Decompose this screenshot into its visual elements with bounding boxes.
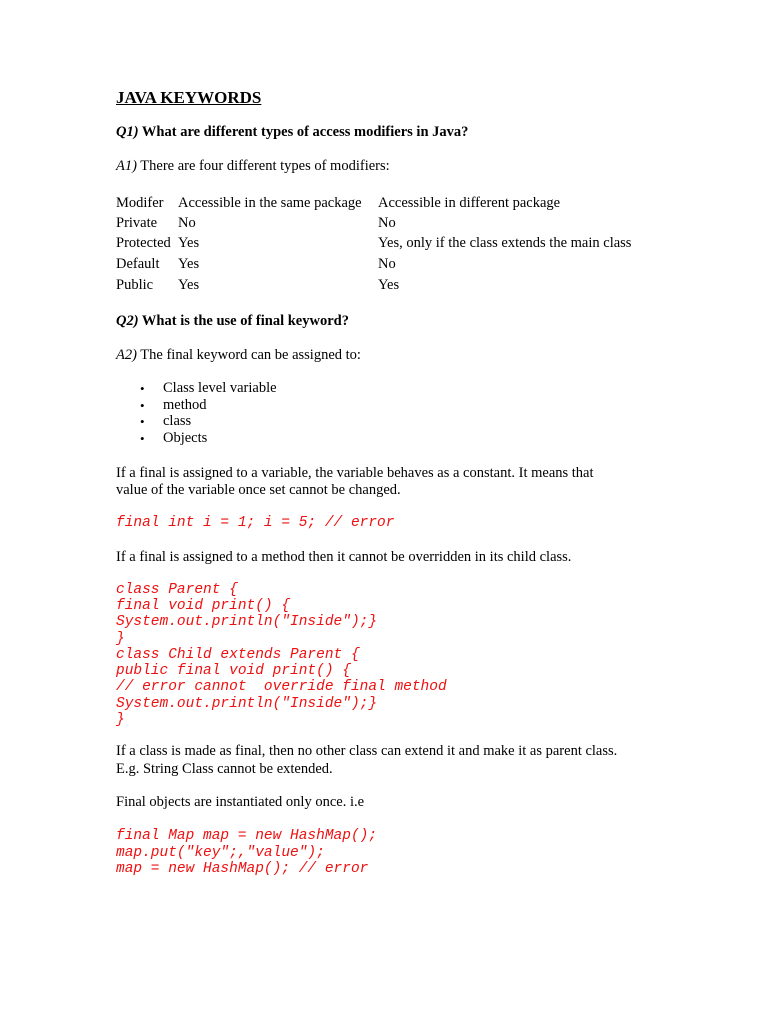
question-1-text: What are different types of access modifiers in Java? (138, 124, 469, 140)
table-header-cell: Accessible in different package (378, 195, 561, 211)
paragraph-line: If a final is assigned to a method then it cannot be overridden in its child class. (116, 549, 572, 565)
paragraph-line: Final objects are instantiated only once. i.e (116, 794, 365, 810)
answer-2-text: The final keyword can be assigned to: (136, 347, 361, 363)
table-cell: No (178, 215, 196, 231)
answer-1 (116, 158, 390, 175)
question-2 (116, 313, 349, 330)
code-line: map = new HashMap(); // error (116, 861, 369, 877)
answer-1-text: There are four different types of modifiers: (136, 158, 390, 174)
code-line: class Child extends Parent { (116, 647, 360, 663)
table-cell: Protected (116, 235, 171, 251)
bullet-icon: • (140, 414, 145, 429)
answer-2 (116, 347, 361, 364)
code-line: final void print() { (116, 598, 291, 614)
code-line: public final void print() { (116, 663, 351, 679)
bullet-icon: • (140, 431, 145, 446)
question-2-number: Q2) (116, 313, 139, 329)
question-1-number: Q1) (116, 124, 139, 140)
list-item-text: Class level variable (163, 380, 277, 396)
table-cell: Yes (178, 256, 200, 272)
paragraph-line: E.g. String Class cannot be extended. (116, 761, 333, 777)
table-cell: Yes (178, 235, 200, 251)
paragraph-line: If a class is made as final, then no other class can extend it and make it as parent class. (116, 743, 618, 759)
table-header-cell: Accessible in the same package (178, 195, 362, 211)
code-line: System.out.println("Inside");} (116, 614, 378, 630)
question-1 (116, 124, 468, 141)
table-cell: Default (116, 256, 160, 272)
table-cell: Yes (378, 277, 400, 293)
bullet-icon: • (140, 381, 145, 396)
table-cell: Yes (178, 277, 200, 293)
table-cell: No (378, 256, 396, 272)
list-item-text: method (163, 397, 207, 413)
page-title: JAVA KEYWORDS (116, 88, 262, 107)
code-line: } (116, 712, 125, 728)
list-item-text: class (163, 413, 192, 429)
code-line: final int i = 1; i = 5; // error (116, 515, 395, 531)
table-cell: Private (116, 215, 158, 231)
answer-1-number: A1) (116, 158, 137, 174)
code-line: map.put("key";,"value"); (116, 845, 325, 861)
code-line: System.out.println("Inside");} (116, 696, 378, 712)
paragraph-line: value of the variable once set cannot be changed. (116, 482, 401, 498)
table-cell: No (378, 215, 396, 231)
code-line: class Parent { (116, 582, 238, 598)
code-line: // error cannot override final method (116, 679, 447, 695)
paragraph-line: If a final is assigned to a variable, the variable behaves as a constant. It means that (116, 465, 594, 481)
table-cell: Public (116, 277, 154, 293)
code-line: } (116, 631, 125, 647)
table-header-cell: Modifer (116, 195, 164, 211)
list-item-text: Objects (163, 430, 208, 446)
code-line: final Map map = new HashMap(); (116, 828, 378, 844)
question-2-text: What is the use of final keyword? (138, 313, 349, 329)
table-cell: Yes, only if the class extends the main class (378, 235, 632, 251)
bullet-icon: • (140, 398, 145, 413)
answer-2-number: A2) (116, 347, 137, 363)
